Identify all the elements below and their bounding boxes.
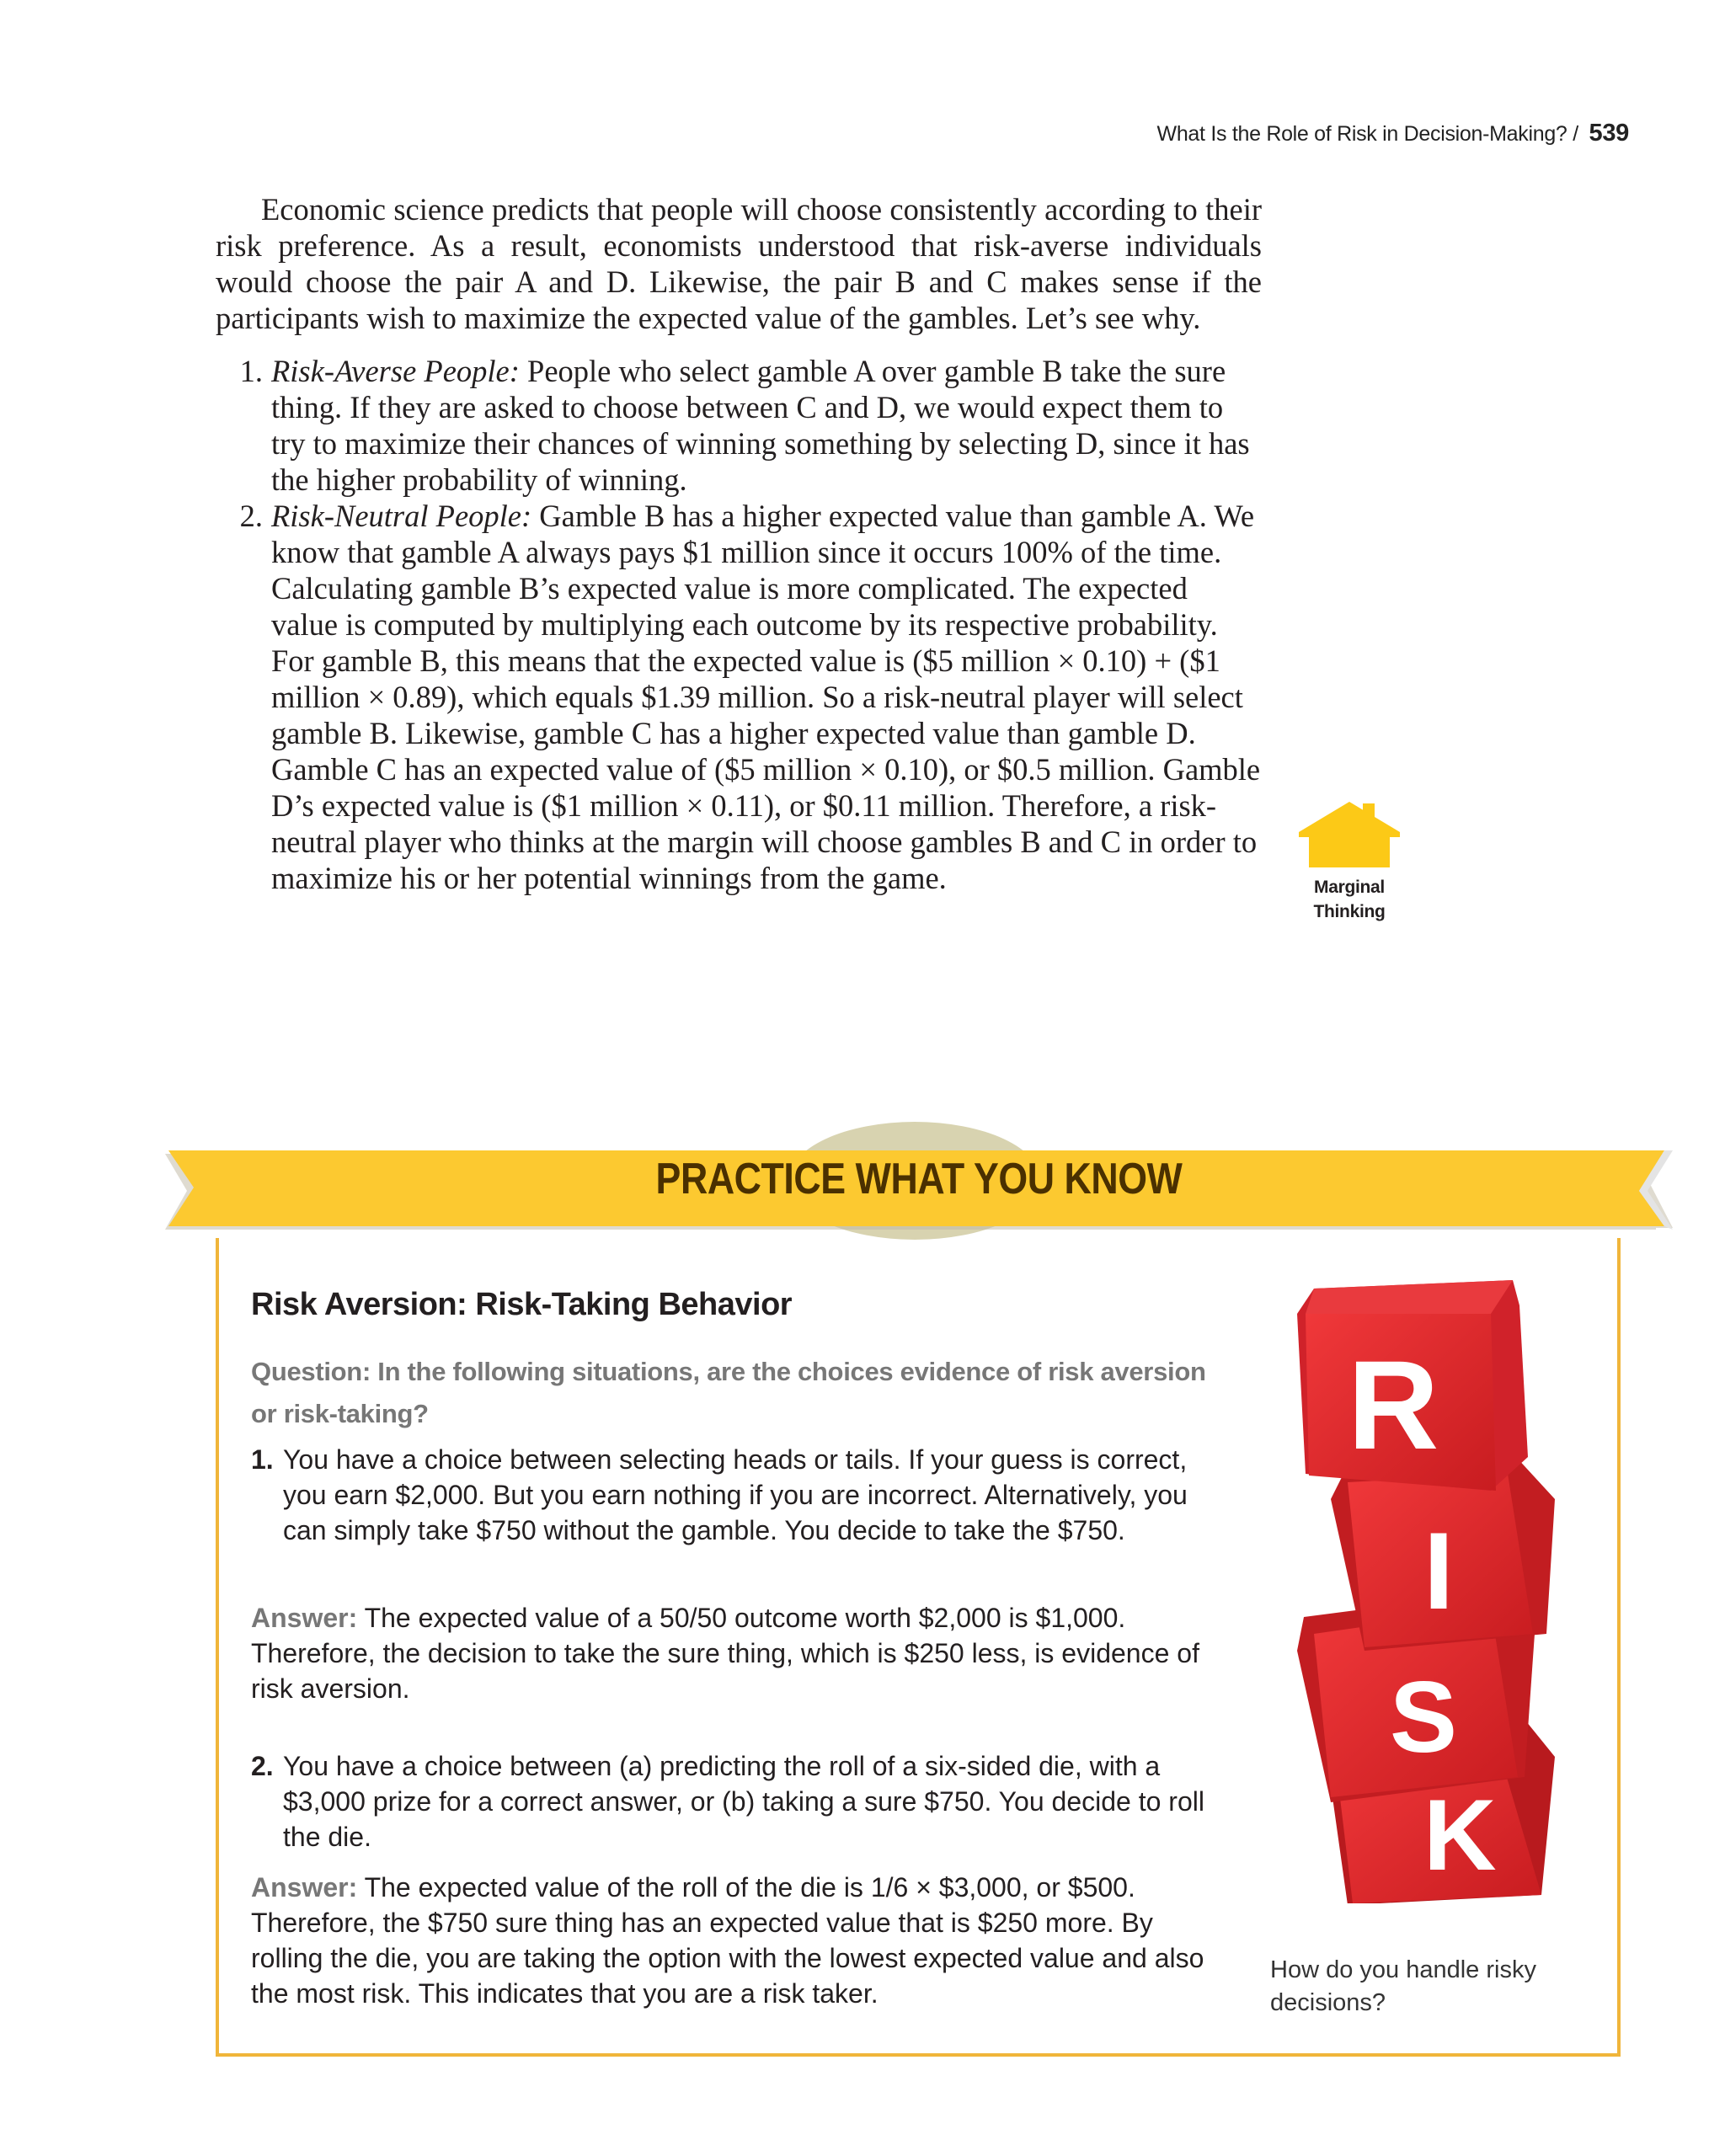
numbered-list [216,353,1262,896]
separator: / [1573,122,1578,146]
practice-banner-title: PRACTICE WHAT YOU KNOW [655,1155,1183,1203]
item-text: You have a choice between (a) predicting the roll of a six-sided die, with a $3,000 prize for a correct answer, or (b) taking a sure $750. You decide to roll the die. [283,1751,1204,1852]
cube-letter: I [1423,1509,1455,1632]
margin-note-line1: Marginal [1314,878,1385,897]
photo-caption: How do you handle risky decisions? [1270,1956,1536,2016]
list-body: Gamble B has a higher expected value than gamble A. We know that gamble A always pays $1 million since it occurs 100% of the time. Calculating gamble B’s expected value is more complicated. The expected value is computed by multiplying each outcome by its respective probability. For gamble B, this means that the expected value is ($5 million × 0.10) + ($1 million × 0.89), which equals $1.39 million. So a risk-neutral player will select gamble B. Likewise, gamble C has a higher expected value than gamble D. Gamble C has an expected value of ($5 million × 0.10), or $0.5 million. Gamble D’s expected value is ($1 million × 0.11), or $0.11 million. Therefore, a risk-neutral player who thinks at the margin will choose gambles B and C in order to maximize his or her potential winnings from the game. [271,499,1261,895]
cube-letter: S [1390,1661,1458,1774]
answer-label: Answer: [251,1872,358,1903]
practice-answer [251,1600,1228,1706]
list-number: 1. [239,354,263,388]
item-text: You have a choice between selecting heads or tails. If your guess is correct, you earn $2,000. But you earn nothing if you are incorrect. Alternatively, you can simply take $750 without the gamble. You decide to take the $750. [283,1444,1188,1545]
running-title: What Is the Role of Risk in Decision-Making? [1156,122,1567,146]
cube-letter: K [1423,1779,1497,1892]
list-term: Risk-Averse People: [271,354,520,388]
practice-item [251,1442,1228,1548]
list-text [271,498,1262,896]
item-number: 2. [251,1751,274,1781]
list-number: 2. [239,499,263,533]
practice-title: Risk Aversion: Risk-Taking Behavior [251,1287,793,1322]
list-term: Risk-Neutral People: [271,499,532,533]
item-number: 1. [251,1444,274,1475]
practice-item [251,1748,1228,1854]
intro-paragraph: Economic science predicts that people will choose consistently according to their risk preference. As a result, economists understood that risk-averse individuals would choose the pair A and D. Likewise, the pair B and C makes sense if the participants wish to maximize the expected value of the gambles. Let’s see why. [216,192,1262,335]
body-text [216,191,1262,896]
running-head [1157,120,1629,147]
cube-letter: R [1348,1334,1439,1476]
risk-cubes-photo [1297,1280,1567,1903]
cube-r [1297,1280,1528,1491]
list-item [216,353,1262,498]
margin-note-line2: Thinking [1313,902,1386,921]
answer-text: The expected value of the roll of the die is 1/6 × $3,000, or $500. Therefore, the $750 sure thing has an expected value that is $250 more. By rolling the die, you are taking the option with the lowest expected value and also the most risk. This indicates that you are a risk taker. [251,1872,1204,2009]
practice-question: Question: In the following situations, are the choices evidence of risk aversion or risk-taking? [251,1357,1206,1428]
list-text [271,353,1262,498]
list-body: People who select gamble A over gamble B take the sure thing. If they are asked to choose between C and D, we would expect them to try to maximize their chances of winning something by selecting D, since it has the higher probability of winning. [271,354,1250,497]
house-icon [1297,800,1402,871]
practice-answer [251,1870,1228,2011]
marginal-thinking-note [1297,800,1402,924]
page-number: 539 [1589,120,1629,147]
answer-text: The expected value of a 50/50 outcome worth $2,000 is $1,000. Therefore, the decision to take the sure thing, which is $250 less, is evidence of risk aversion. [251,1603,1199,1704]
answer-label: Answer: [251,1603,358,1633]
list-item [216,498,1262,896]
